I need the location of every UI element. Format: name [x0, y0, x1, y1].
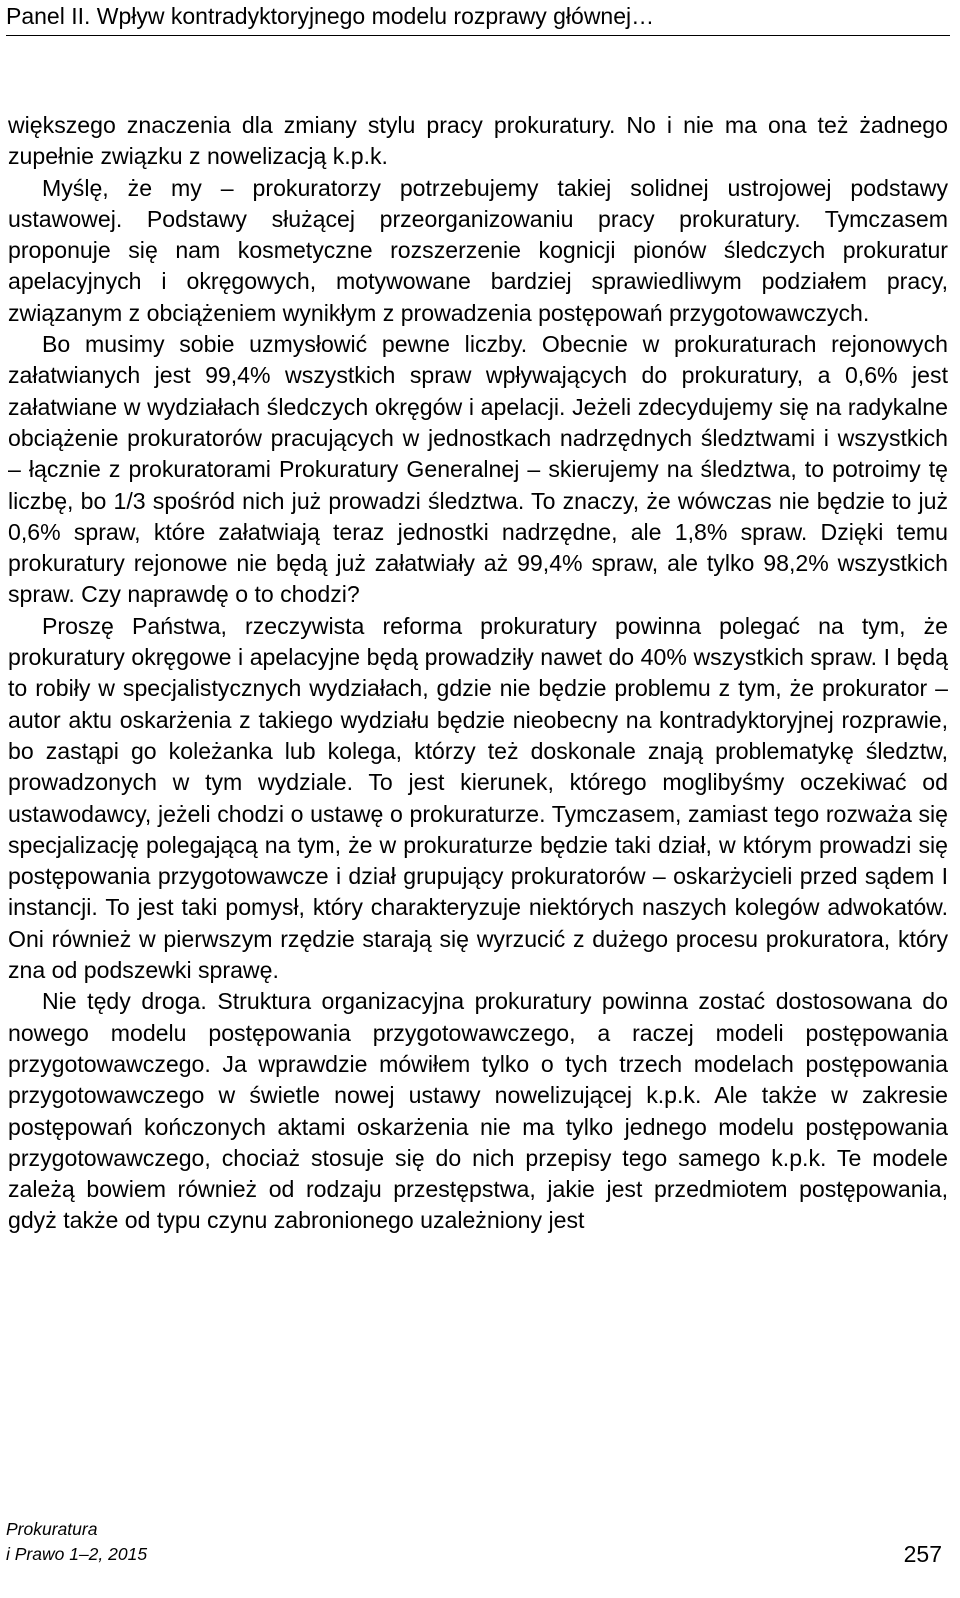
paragraph: Myślę, że my – prokuratorzy potrzebujemy takiej solidnej ustrojowej podstawy ustawowej. Podstawy służącej przeorganizowaniu pracy prokuratury. Tymczasem proponuje się nam kosmetyczne rozszerzenie kognicji pionów śledczych prokuratur apelacyjnych i okręgowych, motywowane bardziej sprawiedliwym podziałem pracy, związanym z obciążeniem wynikłym z prowadzenia postępowań przygotowawczych. [8, 174, 948, 326]
paragraph: Nie tędy droga. Struktura organizacyjna prokuratury powinna zostać dostosowana do nowego modelu postępowania przygotowawczego, a raczej modeli postępowania przygotowawczego. Ja wprawdzie mówiłem tylko o tych trzech modelach postępowania przygotowawczego w świetle nowej ustawy nowelizującej k.p.k. Ale także w zakresie postępowań kończonych aktami oskarżenia nie ma tylko jednego modelu postępowania przygotowawczego, chociaż stosuje się do nich przepisy tego samego k.p.k. Te modele zależą bowiem również od rodzaju przestępstwa, jakie jest przedmiotem postępowania, gdyż także od typu czynu zabronionego uzależniony jest [8, 988, 948, 1234]
header-divider [6, 35, 950, 36]
paragraph: Bo musimy sobie uzmysłowić pewne liczby. Obecnie w prokuraturach rejonowych załatwianych jest 99,4% wszystkich spraw wpływających do prokuratury, a 0,6% jest załatwiane w wydziałach śledczych okręgów i apelacji. Jeżeli zdecydujemy się na radykalne obciążenie prokuratorów pracujących w jednostkach nadrzędnych śledztwami i wszystkich – łącznie z prokuratorami Prokuratury Generalnej – skierujemy na śledztwa, to potroimy tę liczbę, bo 1/3 spośród nich już prowadzi śledztwa. To znaczy, że wówczas nie będzie to już 0,6% spraw, które załatwiają teraz jednostki nadrzędne, ale 1,8% spraw. Dzięki temu prokuratury rejonowe nie będą już załatwiały aż 99,4% spraw, ale tylko 98,2% wszystkich spraw. Czy naprawdę o to chodzi? [8, 331, 948, 608]
body-text [8, 110, 948, 1237]
running-head-title: Panel II. Wpływ kontradyktoryjnego modelu rozprawy głównej… [6, 3, 655, 29]
page-number: 257 [903, 1541, 942, 1567]
paragraph: Proszę Państwa, rzeczywista reforma prokuratury powinna polegać na tym, że prokuratury okręgowe i apelacyjne będą prowadziły nawet do 40% wszystkich spraw. I będą to robiły w specjalistycznych wydziałach, gdzie nie będzie problemu z tym, że prokurator – autor aktu oskarżenia z takiego wydziału będzie nieobecny na kontradyktoryjnej rozprawie, bo zastąpi go koleżanka lub kolega, którzy też doskonale znają problematykę śledztw, prowadzonych w tym wydziale. To jest kierunek, którego moglibyśmy oczekiwać od ustawodawcy, jeżeli chodzi o ustawę o prokuraturze. Tymczasem, zamiast tego rozważa się specjalizację polegającą na tym, że w prokuraturze będzie taki dział, w którym prowadzi się postępowania przygotowawcze i dział grupujący prokuratorów – oskarżycieli przed sądem I instancji. To jest taki pomysł, który charakteryzuje niektórych naszych kolegów adwokatów. Oni również w pierwszym rzędzie starają się wyrzucić z dużego procesu prokuratora, który zna od podszewki sprawę. [8, 612, 948, 984]
footer-journal-name [6, 1517, 147, 1567]
paragraph: większego znaczenia dla zmiany stylu pracy prokuratury. No i nie ma ona też żadnego zupełnie związku z nowelizacją k.p.k. [8, 112, 948, 170]
journal-issue: i Prawo 1–2, 2015 [6, 1544, 148, 1564]
journal-title: Prokuratura [6, 1519, 98, 1539]
